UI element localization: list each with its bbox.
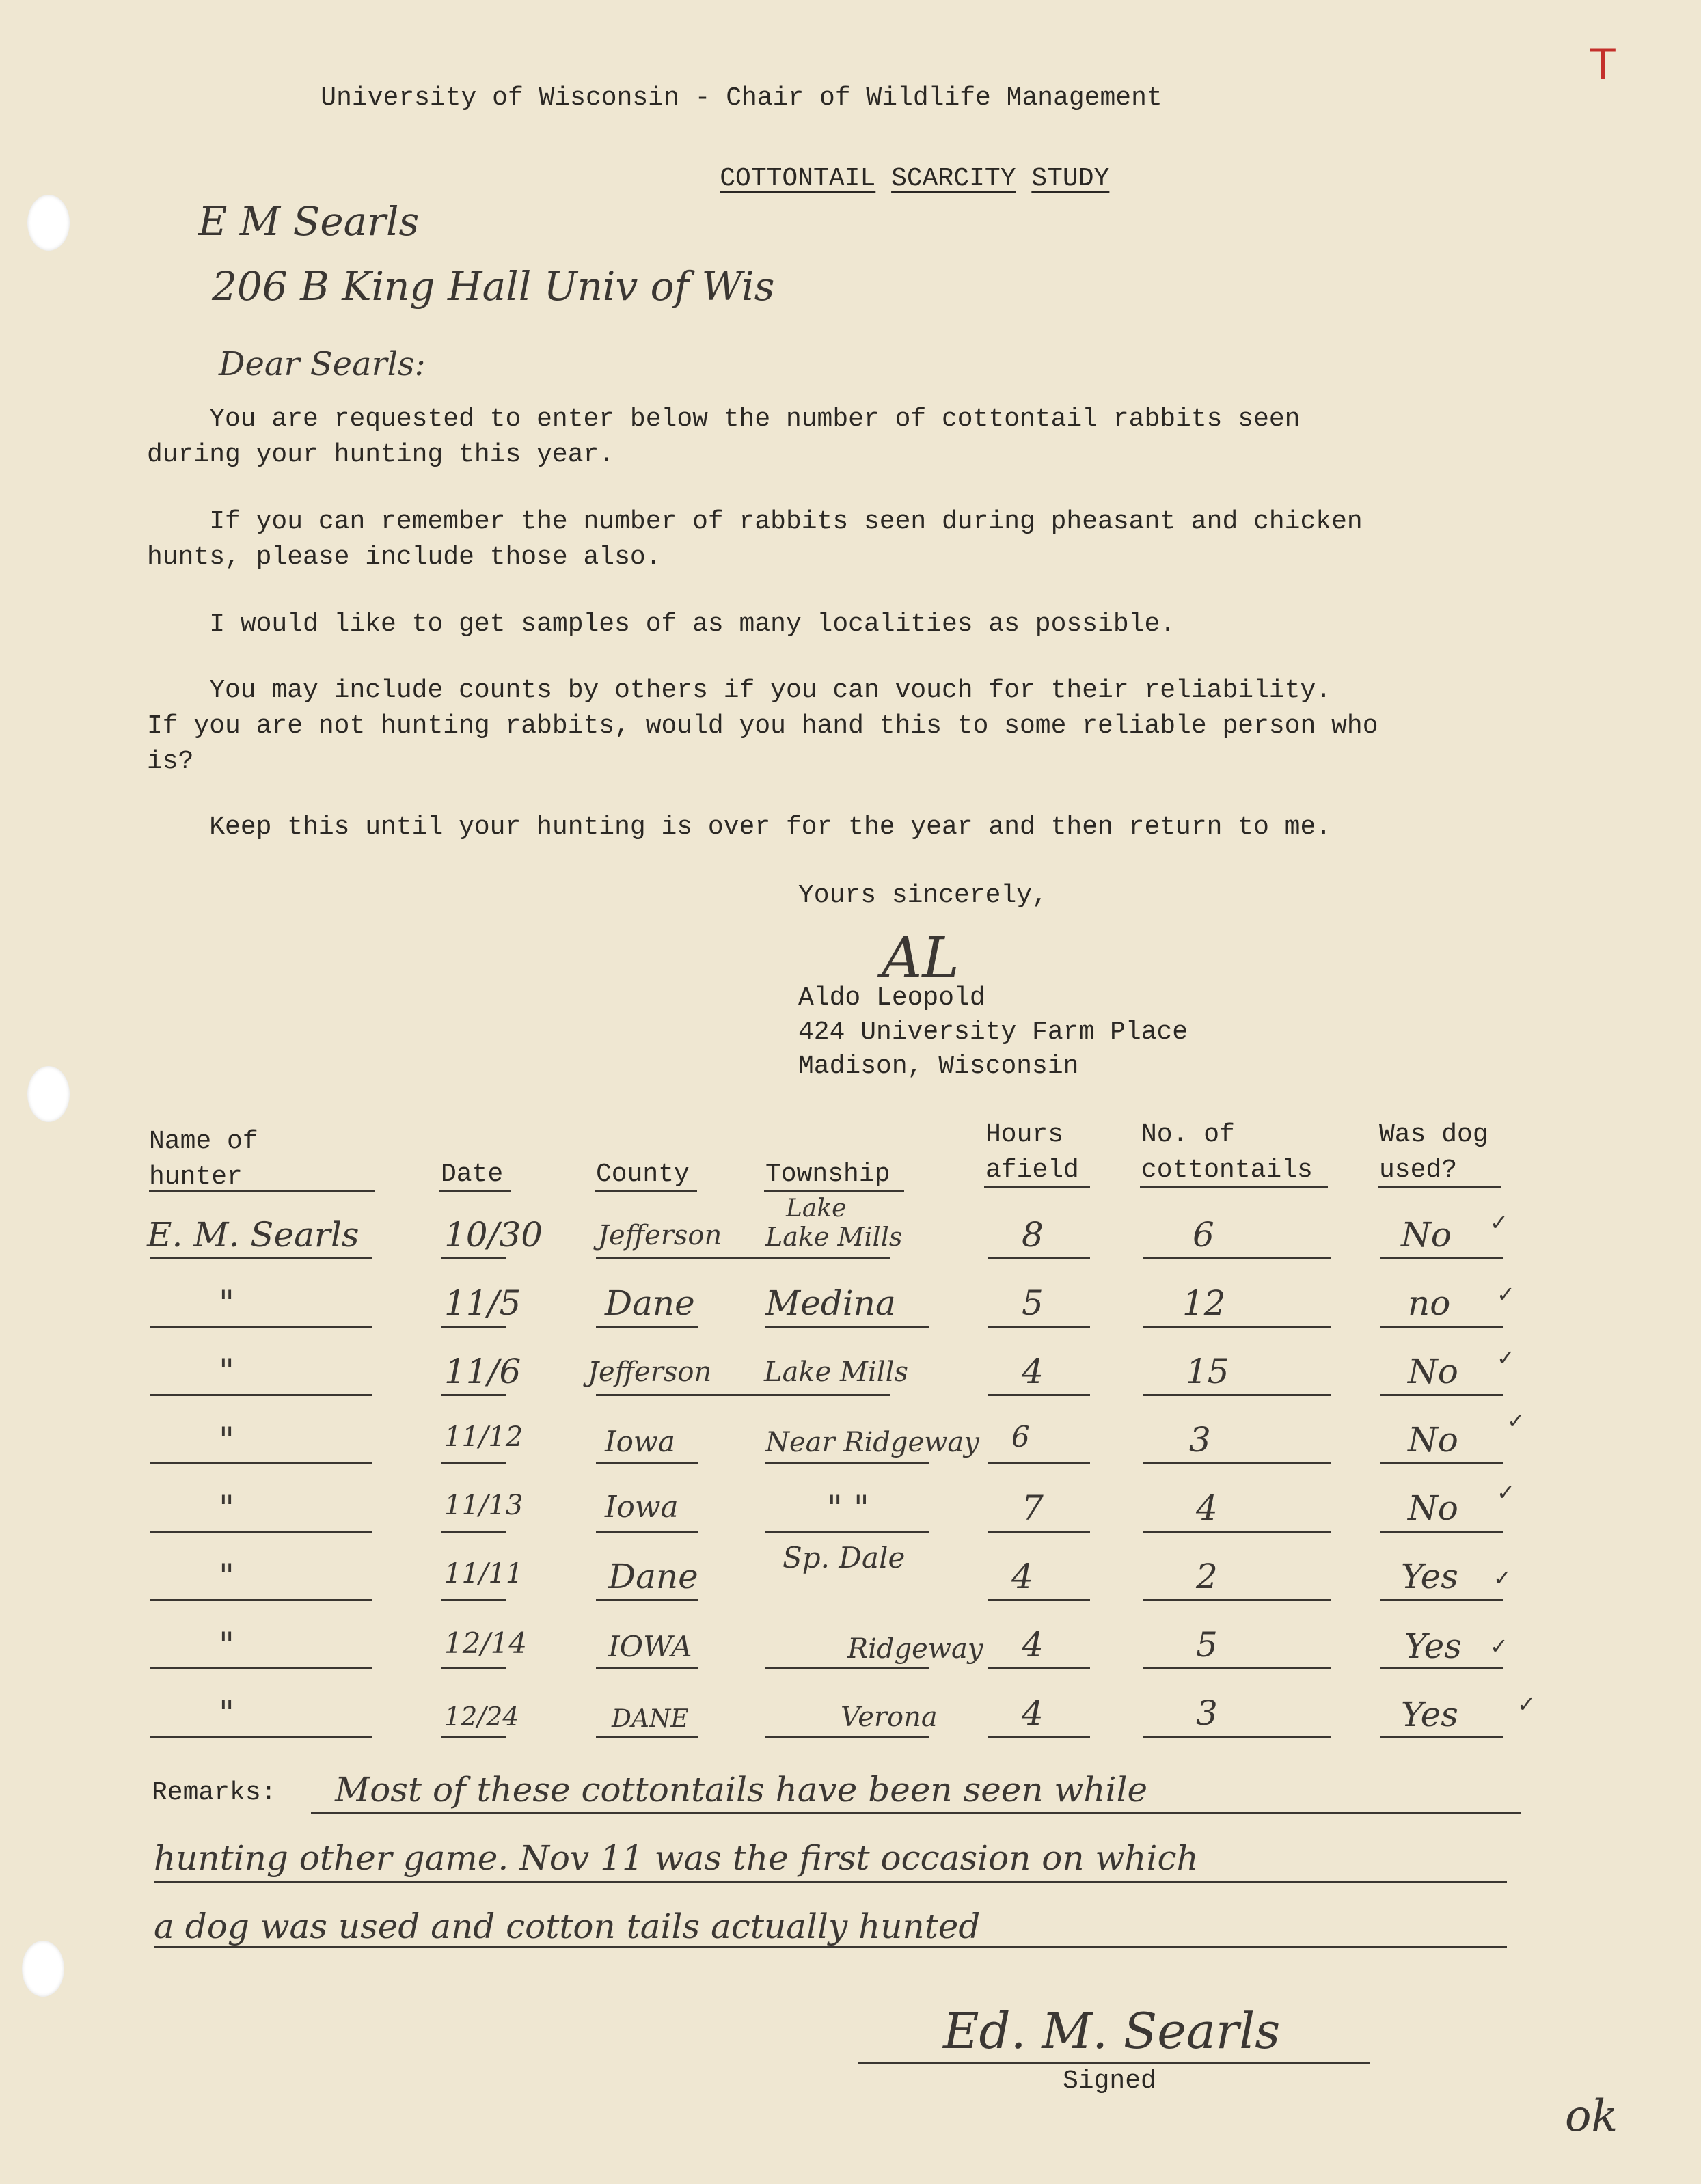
column-header-hours: Hours afield bbox=[985, 1120, 1079, 1185]
header-underline-date bbox=[439, 1190, 511, 1192]
institution-heading: University of Wisconsin - Chair of Wildlife Management bbox=[321, 83, 1162, 113]
study-title-word-2: SCARCITY bbox=[891, 164, 1016, 193]
punch-hole-top bbox=[27, 195, 70, 251]
sender-name: Aldo Leopold bbox=[798, 983, 985, 1013]
column-header-county: County bbox=[596, 1160, 690, 1189]
remarks-rule-3 bbox=[154, 1946, 1507, 1948]
row-8-count: 3 bbox=[1196, 1693, 1218, 1733]
remarks-rule-2 bbox=[154, 1881, 1507, 1883]
header-underline-hours bbox=[984, 1186, 1090, 1188]
row-5-date: 11/13 bbox=[444, 1490, 523, 1521]
addressee-name: E M Searls bbox=[198, 198, 420, 245]
row-7-check-icon: ✓ bbox=[1490, 1633, 1508, 1659]
study-title-word-1: COTTONTAIL bbox=[720, 164, 876, 193]
row-8-dog: Yes bbox=[1401, 1695, 1458, 1734]
row-7-date: 12/14 bbox=[444, 1626, 528, 1660]
header-underline-dog bbox=[1378, 1186, 1501, 1188]
header-underline-county bbox=[595, 1190, 697, 1192]
header-underline-name bbox=[149, 1190, 375, 1192]
row-2-count: 12 bbox=[1182, 1283, 1226, 1323]
row-3-dog: No bbox=[1408, 1352, 1458, 1391]
row-2-township: Medina bbox=[765, 1283, 896, 1323]
row-8-check-icon: ✓ bbox=[1517, 1691, 1536, 1717]
row-5-township: " " bbox=[827, 1488, 869, 1528]
row-5-hours: 7 bbox=[1022, 1488, 1044, 1528]
punch-hole-middle bbox=[27, 1066, 70, 1122]
paragraph-2: If you can remember the number of rabbits seen during pheasant and chicken hunts, please include those also. bbox=[147, 507, 1363, 572]
row-7-count: 5 bbox=[1196, 1625, 1218, 1665]
row-1-check-icon: ✓ bbox=[1490, 1210, 1508, 1236]
sender-address-1: 424 University Farm Place bbox=[798, 1018, 1188, 1047]
column-header-date: Date bbox=[441, 1160, 504, 1189]
salutation: Dear Searls: bbox=[219, 345, 426, 383]
row-6-check-icon: ✓ bbox=[1493, 1565, 1512, 1591]
column-header-dog: Was dog used? bbox=[1379, 1120, 1488, 1185]
row-5-county: Iowa bbox=[605, 1490, 679, 1525]
row-1-hours: 8 bbox=[1022, 1215, 1044, 1255]
row-5-name: " bbox=[219, 1488, 234, 1528]
row-4-dog: No bbox=[1408, 1420, 1458, 1460]
study-title-word-3: STUDY bbox=[1031, 164, 1110, 193]
row-3-township: Lake Mills bbox=[764, 1356, 908, 1388]
column-header-count: No. of cottontails bbox=[1141, 1120, 1313, 1185]
row-2-hours: 5 bbox=[1022, 1283, 1044, 1323]
row-6-dog: Yes bbox=[1401, 1557, 1458, 1596]
row-7-hours: 4 bbox=[1022, 1625, 1044, 1665]
row-2-dog: no bbox=[1408, 1283, 1451, 1323]
paragraph-1: You are requested to enter below the number of cottontail rabbits seen during your hunting this year. bbox=[147, 405, 1301, 469]
row-7-township: Ridgeway bbox=[847, 1633, 983, 1665]
row-3-hours: 4 bbox=[1022, 1352, 1044, 1391]
punch-hole-bottom bbox=[22, 1941, 64, 1997]
closing: Yours sincerely, bbox=[798, 881, 1048, 910]
signed-label: Signed bbox=[1063, 2066, 1156, 2096]
row-7-name: " bbox=[219, 1625, 234, 1665]
row-3-name: " bbox=[219, 1352, 234, 1391]
row-4-name: " bbox=[219, 1420, 234, 1460]
row-4-county: Iowa bbox=[605, 1425, 675, 1458]
row-1-county: Jefferson bbox=[598, 1220, 722, 1251]
remarks-label: Remarks: bbox=[152, 1778, 277, 1807]
remarks-line-2: hunting other game. Nov 11 was the first occasion on which bbox=[154, 1838, 1199, 1878]
row-2-check-icon: ✓ bbox=[1497, 1281, 1515, 1307]
row-8-county: DANE bbox=[612, 1705, 689, 1733]
row-2-date: 11/5 bbox=[444, 1283, 521, 1323]
remarks-rule-1 bbox=[311, 1812, 1521, 1814]
column-header-name: Name of hunter bbox=[149, 1127, 258, 1192]
row-4-count: 3 bbox=[1189, 1420, 1211, 1460]
row-6-name: " bbox=[219, 1557, 234, 1596]
row-6-township: Sp. Dale bbox=[783, 1541, 906, 1574]
study-title bbox=[657, 126, 1109, 232]
row-6-count: 2 bbox=[1196, 1557, 1218, 1596]
row-4-hours: 6 bbox=[1011, 1420, 1030, 1453]
row-7-dog: Yes bbox=[1404, 1626, 1462, 1666]
remarks-line-1: Most of these cottontails have been seen while bbox=[335, 1770, 1148, 1810]
row-1-township-annotation: Lake bbox=[786, 1195, 847, 1223]
row-4-township: Near Ridgeway bbox=[765, 1427, 979, 1458]
sender-address-2: Madison, Wisconsin bbox=[798, 1052, 1079, 1081]
paragraph-5: Keep this until your hunting is over for the year and then return to me. bbox=[147, 813, 1332, 842]
row-4-date: 11/12 bbox=[444, 1421, 523, 1453]
row-1-name: E. M. Searls bbox=[147, 1215, 359, 1255]
row-1-township: Lake Mills bbox=[765, 1222, 903, 1252]
row-3-county: Jefferson bbox=[588, 1356, 712, 1388]
row-8-date: 12/24 bbox=[444, 1702, 519, 1732]
corner-note: ok bbox=[1565, 2091, 1618, 2142]
hunter-signature: Ed. M. Searls bbox=[943, 2002, 1281, 2060]
row-5-dog: No bbox=[1408, 1488, 1458, 1528]
remarks-line-3: a dog was used and cotton tails actually hunted bbox=[154, 1907, 981, 1946]
paragraph-4: You may include counts by others if you can vouch for their reliability. If you are not hunting rabbits, would you hand this to some reliable person who is? bbox=[147, 676, 1378, 776]
row-5-check-icon: ✓ bbox=[1497, 1479, 1515, 1505]
row-1-date: 10/30 bbox=[444, 1215, 543, 1255]
row-5-count: 4 bbox=[1196, 1488, 1218, 1528]
row-6-date: 11/11 bbox=[444, 1558, 523, 1589]
row-3-count: 15 bbox=[1186, 1352, 1229, 1391]
row-1-count: 6 bbox=[1193, 1215, 1214, 1255]
row-8-hours: 4 bbox=[1022, 1693, 1044, 1733]
row-6-county: Dane bbox=[608, 1557, 698, 1596]
addressee-address: 206 B King Hall Univ of Wis bbox=[212, 263, 775, 310]
column-header-township: Township bbox=[765, 1160, 890, 1189]
row-8-township: Verona bbox=[841, 1702, 938, 1733]
paragraph-3: I would like to get samples of as many localities as possible. bbox=[147, 610, 1176, 639]
row-3-check-icon: ✓ bbox=[1497, 1345, 1515, 1371]
corner-mark: T bbox=[1589, 38, 1617, 89]
header-underline-count bbox=[1140, 1186, 1328, 1188]
row-6-hours: 4 bbox=[1011, 1557, 1033, 1596]
row-4-check-icon: ✓ bbox=[1507, 1408, 1525, 1434]
row-2-name: " bbox=[219, 1283, 234, 1323]
row-3-date: 11/6 bbox=[444, 1352, 521, 1391]
row-8-name: " bbox=[219, 1693, 234, 1733]
row-7-county: IOWA bbox=[608, 1630, 692, 1663]
row-1-dog: No bbox=[1401, 1215, 1452, 1255]
header-underline-township bbox=[764, 1190, 904, 1192]
signature-initials: AL bbox=[882, 926, 960, 991]
row-2-county: Dane bbox=[605, 1283, 695, 1323]
